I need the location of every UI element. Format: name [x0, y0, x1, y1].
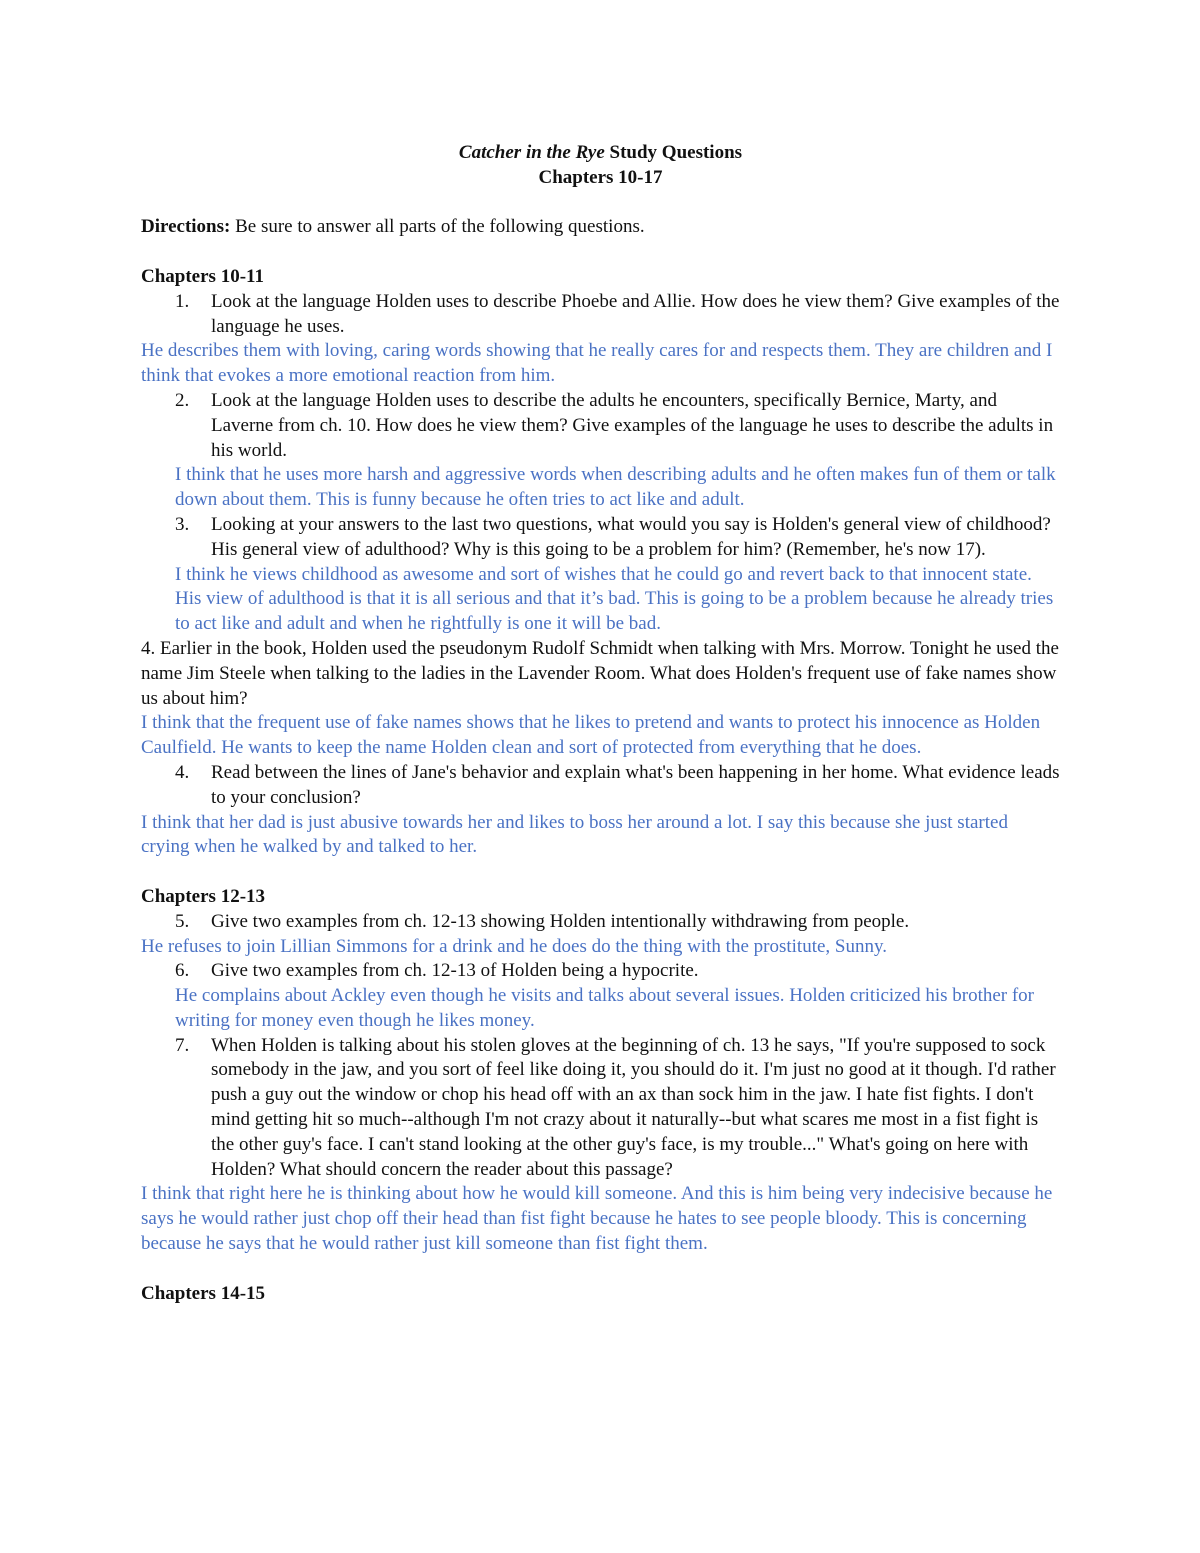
chapters-subtitle: Chapters 10-17 — [538, 166, 663, 188]
document-title — [141, 141, 1060, 166]
question-text: Looking at your answers to the last two questions, what would you say is Holden's general view of childhood? His general view of adulthood? Why is this going to be a problem for him? (Remember, he's now 17). — [211, 513, 1051, 560]
question-number: 5. — [175, 910, 190, 932]
book-title: Catcher in the Rye — [458, 142, 605, 163]
title-rest: Study Questions — [604, 142, 743, 163]
section-heading: Chapters 10-11 — [141, 265, 264, 287]
question-text: Read between the lines of Jane's behavior and explain what's been happening in her home. What evidence leads to your conclusion? — [211, 761, 1060, 808]
question-text: Look at the language Holden uses to describe the adults he encounters, specifically Bernice, Marty, and Laverne from ch. 10. How does he view them? Give examples of the language he uses to describe the adults in his world. — [211, 389, 1054, 461]
question-number: 4. — [175, 761, 190, 783]
question-6 — [141, 959, 1060, 984]
question-2 — [141, 389, 1060, 463]
section-heading: Chapters 14-15 — [141, 1282, 266, 1304]
question-7 — [141, 1034, 1060, 1183]
question-number: 7. — [175, 1034, 190, 1056]
question-4b — [141, 761, 1060, 811]
question-text: Give two examples from ch. 12-13 of Holden being a hypocrite. — [211, 960, 699, 982]
question-number: 6. — [175, 960, 190, 982]
question-1 — [141, 290, 1060, 340]
question-number: 3. — [175, 513, 190, 535]
question-4a: 4. Earlier in the book, Holden used the pseudonym Rudolf Schmidt when talking with Mrs. Morrow. Tonight he used the name Jim Steele when talking to the ladies in the Lavender Room. What does Holden's frequent use of fake names show us about him? — [141, 637, 1059, 709]
question-number: 2. — [175, 389, 190, 411]
answer-6: He complains about Ackley even though he visits and talks about several issues. Holden criticized his brother for writing for money even though he likes money. — [175, 985, 1035, 1031]
directions — [141, 215, 1060, 240]
section-heading: Chapters 12-13 — [141, 885, 266, 907]
answer-5: He refuses to join Lillian Simmons for a drink and he does do the thing with the prostitute, Sunny. — [141, 935, 888, 957]
question-text: When Holden is talking about his stolen gloves at the beginning of ch. 13 he says, "If you're supposed to sock somebody in the jaw, and you sort of feel like doing it, you should do it. I'm just no good at it though. I'd rather push a guy out the window or chop his head off with an ax than sock him in the jaw. I hate fist fights. I don't mind getting hit so much--although I'm not crazy about it naturally--but what scares me most in a fist fight is the other guy's face. I can't stand looking at the other guy's face, is my trouble..." What's going on here with Holden? What should concern the reader about this passage? — [211, 1034, 1056, 1180]
answer-4a: I think that the frequent use of fake names shows that he likes to pretend and wants to protect his innocence as Holden Caulfield. He wants to keep the name Holden clean and sort of protected from everything that he does. — [141, 712, 1041, 759]
answer-1: He describes them with loving, caring words showing that he really cares for and respects them. They are children and I think that evokes a more emotional reaction from him. — [141, 340, 1053, 387]
answer-3: I think he views childhood as awesome and sort of wishes that he could go and revert back to that innocent state. His view of adulthood is that it is all serious and that it’s bad. This is going to be a problem because he already tries to act like and adult and when he rightfully is one it will be bad. — [175, 563, 1054, 635]
question-text: Look at the language Holden uses to describe Phoebe and Allie. How does he view them? Give examples of the language he uses. — [211, 290, 1060, 337]
question-3 — [141, 513, 1060, 563]
answer-4b: I think that her dad is just abusive towards her and likes to boss her around a lot. I say this because she just started crying when he walked by and talked to her. — [141, 811, 1008, 858]
directions-label: Directions: — [141, 216, 231, 238]
question-number: 1. — [175, 290, 190, 312]
directions-text: Be sure to answer all parts of the following questions. — [230, 216, 645, 238]
answer-7: I think that right here he is thinking about how he would kill someone. And this is him being very indecisive because he says he would rather just chop off their head than fist fight because he hates to see people bloody. This is concerning because he says that he would rather just kill someone than fist fight them. — [141, 1183, 1053, 1255]
question-5 — [141, 910, 1060, 935]
question-text: Give two examples from ch. 12-13 showing Holden intentionally withdrawing from people. — [211, 910, 910, 932]
answer-2: I think that he uses more harsh and aggressive words when describing adults and he often makes fun of them or talk down about them. This is funny because he often tries to act like and adult. — [175, 464, 1056, 511]
